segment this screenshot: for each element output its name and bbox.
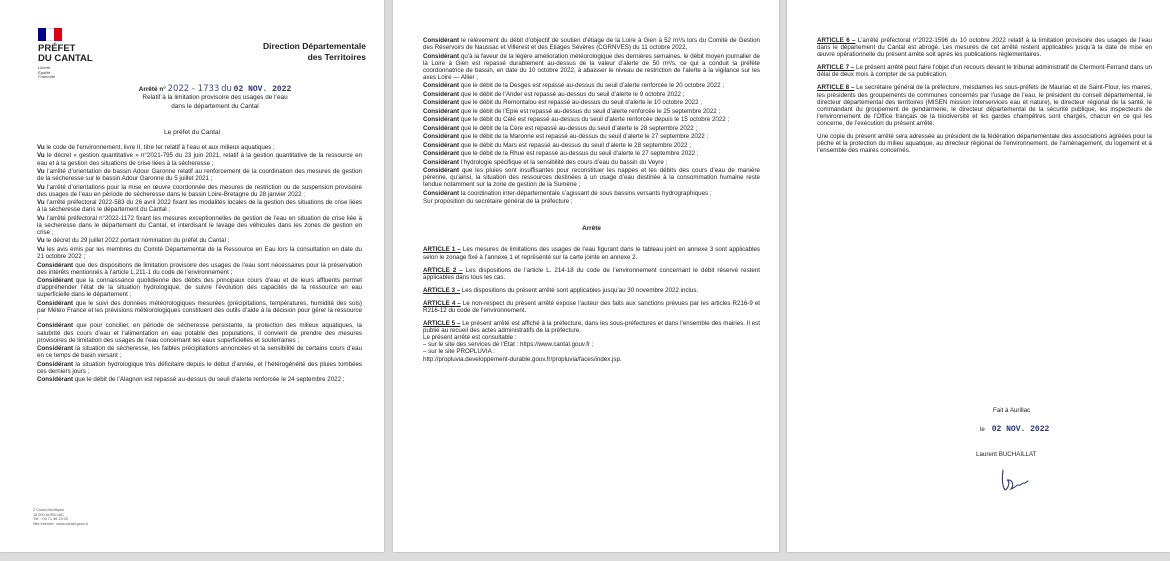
paragraph-text: que les pluies sont insuffisantes pour reconstituer les nappes et les débits des cours d’eau de manière pérenne, qu’ainsi, la situation des ressources destinées à un usage d’eau destinée à la consommation humaine reste tendue notamment sur la zone de gestion de la Sumène ; xyxy=(423,167,760,189)
arrete-heading xyxy=(100,85,330,111)
paragraph xyxy=(37,376,362,383)
motto-line: Fraternité xyxy=(38,74,56,80)
paragraph xyxy=(37,152,362,166)
article-text: Le non-respect du présent arrêté expose l’auteur des faits aux sanctions prévues par les articles R216-9 et R216-12 du code de l’environnement. xyxy=(423,299,760,314)
paragraph xyxy=(423,82,760,89)
article-label: ARTICLE 6 – xyxy=(817,37,856,44)
paragraph xyxy=(37,277,362,298)
paragraph-lead: Vu xyxy=(37,199,45,207)
paragraph-lead: Considérant xyxy=(423,99,460,107)
considerants-and-articles xyxy=(423,37,760,364)
paragraph-lead: Vu xyxy=(37,245,45,253)
paragraph xyxy=(37,246,362,260)
article-label: ARTICLE 4 – xyxy=(423,299,461,307)
date-of-signature xyxy=(980,425,1049,434)
paragraph-text: le décret « gestion quantitative » n°2021-795 du 23 juin 2021, relatif à la gestion quantitative de la ressource en eau et à la gestion des situations de crise liées à la sécheresse ; xyxy=(37,152,362,167)
flag-blue-band xyxy=(38,28,46,41)
paragraph-text: le décret du 29 juillet 2022 portant nomination du préfet du Cantal ; xyxy=(44,237,230,245)
article xyxy=(817,37,1152,58)
paragraph xyxy=(37,345,362,359)
paragraph-lead: Considérant xyxy=(37,322,74,330)
paragraph-lead: Considérant xyxy=(423,141,460,149)
article-label: ARTICLE 1 – xyxy=(423,246,461,254)
paragraph-text: que pour concilier, en période de sécheresse persistante, la protection des milieux aquatiques, la salubrité des cours d’eau et l’alimentation en eau potable des populations, il convient de prendre des mesures provisoires de limitation des usages de l’eau concernant les eaux superficielles et souterraines ; xyxy=(37,322,362,344)
stamped-date: 02 NOV. 2022 xyxy=(233,85,292,94)
paragraph-lead: Considérant xyxy=(423,52,460,60)
paragraph-text: l’arrêté préfectoral n°2022-1172 fixant les mesures exceptionnelles de gestion de l’eau en situation de crise liée à la sécheresse dans le département du Cantal, et interdisant le lavage des véhicules dans les zones de gestion en crise ; xyxy=(37,214,362,236)
document-page-2 xyxy=(393,0,779,552)
arrete-number-line xyxy=(100,85,330,94)
paragraph-lead: Considérant xyxy=(37,345,74,353)
prefet-line: PRÉFET xyxy=(38,43,76,54)
paragraph xyxy=(423,159,760,166)
paragraph-text: qu’à la faveur de la légère amélioration météorologique des dernières semaines, le débit moyen journalier de la Loire à Gien est repassé durablement au-dessus de la valeur d’alerte de 50 m³/s, ce qui a conduit la préfète coordonnatrice de bassin, en date du 10 octobre 2022, à abaisser le niveau de restriction de l’alerte à la vigilance sur les axes Loire — Allier ; xyxy=(423,52,760,81)
republic-motto xyxy=(38,66,55,80)
article-label: ARTICLE 7 – xyxy=(817,64,855,72)
paragraph xyxy=(37,215,362,236)
article xyxy=(817,64,1152,78)
article xyxy=(423,287,760,294)
article xyxy=(423,267,760,281)
consultation-line: Le présent arrêté est consultable : xyxy=(423,334,517,342)
footer-line: 15 000 AURILLAC xyxy=(33,512,65,517)
stamped-date: 02 NOV. 2022 xyxy=(991,425,1050,434)
arrete-label: Arrêté n° xyxy=(138,86,166,93)
paragraph-text: le code de l’environnement, livre II, titre Ier relatif à l’eau et aux milieux aquatiques ; xyxy=(44,144,275,151)
article-text: Les dispositions de l’article L. 214-18 du code de l’environnement concernant le débit réservé restent applicables dans tous les cas. xyxy=(423,266,760,281)
paragraph-lead: Vu xyxy=(37,168,45,176)
article-label: ARTICLE 3 – xyxy=(423,286,461,294)
place-of-signature: Fait à Aurillac xyxy=(993,407,1031,414)
paragraph-text: que le débit du Célé est repassé au-dessus du seuil d’alerte renforcée depuis le 15 octobre 2022 ; xyxy=(459,116,730,124)
paragraph-lead: Considérant xyxy=(423,116,460,124)
paragraph-text: que le débit du Mars est repassé au-dessus du seuil d’alerte le 28 septembre 2022 ; xyxy=(459,141,691,149)
paragraph-text: que le débit du Remontalou est repassé au-dessus du seuil d’alerte le 10 octobre 2022 ; xyxy=(459,99,702,107)
paragraph xyxy=(37,322,362,343)
paragraph xyxy=(423,142,760,149)
prefet-logo-text xyxy=(38,44,93,64)
paragraph-lead: Considérant xyxy=(423,82,460,90)
paragraph xyxy=(423,116,760,123)
paragraph-lead: Considérant xyxy=(423,124,460,132)
article-text: Le secrétaire général de la préfecture, mesdames les sous-préfets de Mauriac et de Saint-Flour, les maires, les présidents des groupements de communes concernés par l’usage de l’eau, le président du conseil départemental, le directeur départemental des territoires (MISEN mission interservices eau et nature), le directeur régional de la santé, le commandant du groupement de gendarmerie, le directeur départemental de la sécurité publique, les inspecteurs de l’environnement de l’Office français de la biodiversité et les gardes champêtres sont chargés, chacun en ce qui les concerne, de l’exécution du présent arrêté. xyxy=(817,84,1152,127)
paragraph-lead: Considérant xyxy=(423,133,460,141)
article-text: Les dispositions du présent arrêté sont applicables jusqu’au 30 novembre 2022 inclus. xyxy=(460,286,699,294)
arrete-heading-word: Arrête xyxy=(582,225,601,233)
direction-line: des Territoires xyxy=(307,52,366,62)
signer-name: Laurent BUCHAILLAT xyxy=(976,451,1037,458)
paragraph-lead: Vu xyxy=(37,144,45,151)
paragraph-text: que le débit de la Desges est repassé au-dessus du seuil d’alerte renforcée le 20 octobre 2022 ; xyxy=(459,82,724,90)
paragraph-text: l’arrêté préfectoral 2022-583 du 26 avril 2022 fixant les modalités locales de la gestion des situations de crise liées à la sécheresse dans le département du Cantal ; xyxy=(37,199,362,214)
paragraph-lead: Considérant xyxy=(37,360,74,368)
flag-red-band xyxy=(54,28,62,41)
paragraph xyxy=(37,184,362,198)
paragraph xyxy=(37,262,362,276)
signatory-title: Le préfet du Cantal xyxy=(163,129,221,136)
direction-line: Direction Départementale xyxy=(263,41,366,51)
paragraph xyxy=(37,144,362,151)
paragraph xyxy=(37,300,362,321)
article xyxy=(423,246,760,260)
subject-line: Relatif à la limitation provisoire des usages de l’eau xyxy=(142,94,288,102)
paragraph xyxy=(423,198,760,205)
article xyxy=(423,320,760,334)
paragraph xyxy=(423,91,760,98)
article-text: Les mesures de limitations des usages de l’eau figurant dans le tableau joint en annexe 3 sont applicables selon le zonage fixé à l’annexe 1 et représenté sur la carte jointe en annexe 2. xyxy=(423,246,760,261)
paragraph xyxy=(37,199,362,213)
propluvia-link: http://propluvia.developpement-durable.gouv.fr/propluvia/faces/index.jsp. xyxy=(423,355,622,363)
paragraph xyxy=(37,168,362,182)
consultation-block xyxy=(423,334,760,362)
paragraph xyxy=(423,99,760,106)
paragraph-text: la coordination inter-départementale s’agissant de sous bassins versants hydrographiques ; xyxy=(459,189,712,197)
paragraph xyxy=(423,37,760,51)
paragraph-text: que le débit de l’Ander est repassé au-dessus du seuil d’alerte le 9 octobre 2022 ; xyxy=(459,90,685,98)
article-text: Le présent arrêté peut faire l’objet d’un recours devant le tribunal administratif de Clermont-Ferrand dans un délai de deux mois à compter de sa publication. xyxy=(817,64,1152,79)
paragraph-text: l’arrêté d’orientation de bassin Adour Garonne relatif au renforcement de la coordination des mesures de gestion de la sécheresse sur le bassin Adour Garonne du 5 juillet 2021 ; xyxy=(37,168,362,183)
motto-line: Égalité xyxy=(38,69,51,75)
handwritten-number: 2022 - 1733 xyxy=(167,84,220,94)
flag-white-band xyxy=(46,28,54,41)
paragraph-text: Sur proposition du secrétaire général de la préfecture ; xyxy=(423,198,573,206)
paragraph-text: que des dispositions de limitation provisoire des usages de l’eau sont nécessaires pour la préservation des intérêts mentionnés à l’article L.211-1 du code de l’environnement ; xyxy=(37,261,362,276)
paragraph-lead: Considérant xyxy=(423,167,460,175)
paragraph-lead: Vu xyxy=(37,214,45,222)
paragraph-text: la situation de sécheresse, les faibles précipitations annoncées et la sensibilité de certains cours d’eau en ce temps de basin versant ; xyxy=(37,345,362,360)
paragraph-text: que le débit de la Maronne est repassé au-dessus du seuil d’alerte le 27 septembre 2022 ; xyxy=(459,133,709,141)
paragraph-text: que la connaissance quotidienne des débits des principaux cours d’eau et de leurs affluents permet d’appréhender l’état de la situation hydrologique, de suivre l’évolution des capacités de la ressource en eau superficielle dans le département ; xyxy=(37,277,362,299)
paragraph xyxy=(37,237,362,244)
consultation-line: – sur le site PROPLUVIA : xyxy=(423,348,495,356)
paragraph xyxy=(423,167,760,188)
paragraph-lead: Considérant xyxy=(37,277,74,285)
paragraph xyxy=(423,125,760,132)
paragraph-text: que le débit de l’Alagnon est repassé au-dessus du seuil d’alerte renforcée le 24 septembre 2022 ; xyxy=(73,376,345,384)
consultation-line: – sur le site des services de l’Etat : https://www.cantal.gouv.fr ; xyxy=(423,341,594,349)
paragraph-text: que le suivi des données météorologiques mesurées (précipitations, températures, humidité des sols) par Météo France et les prévisions météorologiques constituent des outils d’aide à la décision pour gérer la ressource ; xyxy=(37,299,362,321)
motto-line: Liberté xyxy=(38,65,51,70)
paragraph-text: les avis émis par les membres du Comité Départemental de la Ressource en Eau lors la consultation en date du 21 octobre 2022 ; xyxy=(37,245,362,261)
paragraph-text: l’hydrologie spécifique et la sensibilité des cours d’eau du bassin du Veyre ; xyxy=(459,158,668,166)
paragraph xyxy=(423,108,760,115)
paragraph-text: que le débit de la Rhue est repassé au-dessus du seuil d’alerte le 27 septembre 2022 ; xyxy=(459,150,699,158)
paragraph xyxy=(423,133,760,140)
paragraph xyxy=(423,190,760,197)
paragraph xyxy=(423,150,760,157)
article xyxy=(423,300,760,314)
paragraph-lead: Considérant xyxy=(37,261,74,269)
paragraph xyxy=(37,361,362,375)
article-label: ARTICLE 8 – xyxy=(817,84,855,92)
paragraph-lead: Considérant xyxy=(37,299,74,307)
le-label: le xyxy=(980,426,985,433)
article-text: Le présent arrêté est affiché à la préfecture, dans les sous-préfectures et dans l’ensemble des mairies. Il est publié au recueil des actes administratifs de la préfecture. xyxy=(423,320,760,335)
paragraph-lead: Considérant xyxy=(423,189,460,197)
handwritten-du: du xyxy=(221,84,232,94)
paragraph-lead: Considérant xyxy=(423,158,460,166)
article xyxy=(817,84,1152,127)
marianne-flag-logo xyxy=(38,28,62,41)
footer-line: Tél. : 04 71 46 23 00 xyxy=(33,517,68,522)
prefet-line: DU CANTAL xyxy=(38,53,93,64)
paragraph-lead: Considérant xyxy=(37,376,74,384)
paragraph-text: la situation hydrologique très déficitaire depuis le début d’année, et l’hétérogénéité des pluies tombées ces derniers jours ; xyxy=(37,360,362,375)
article-text: Une copie du présent arrêté sera adressée au président de la fédération départementale des associations agréées pour la pêche et la protection du milieu aquatique, au directeur régional de l’environnement, de l’aménagement, du logement et à l’ensemble des maires concernés. xyxy=(817,133,1152,155)
document-page-3 xyxy=(787,0,1170,552)
paragraph-lead: Considérant xyxy=(423,90,460,98)
paragraph-lead: Vu xyxy=(37,152,45,160)
paragraph-lead: Vu xyxy=(37,237,45,245)
page-footer-address xyxy=(33,508,88,526)
subject-line: dans le département du Cantal xyxy=(171,102,259,110)
paragraph-lead: Vu xyxy=(37,183,45,191)
article-text: L’arrêté préfectoral n°2022-1596 du 10 octobre 2022 relatif à la limitation provisoire des usages de l’eau dans le département du Cantal est abrogé. Les mesures de cet arrêté restent applicables jusqu’à la date de mise en œuvre opérationnelle du présent arrêté soit après les publications réglementaires. xyxy=(817,37,1152,59)
copy-notice xyxy=(817,133,1152,154)
paragraph-text: que le débit de la Cère est repassé au-dessus du seuil d’alerte le 28 septembre 2022 ; xyxy=(459,124,698,132)
footer-line: Site internet : www.cantal.gouv.fr xyxy=(33,521,89,526)
paragraph-text: le relèvement du débit d’objectif de soutien d’étiage de la Loire à Gien à 52 m³/s lors du Comité de Gestion des Réservoirs de Naussac et Villerest et des Etiages Sévères (CGRNVES) du 11 octobre 2022, xyxy=(423,37,760,52)
document-page-1 xyxy=(0,0,384,552)
article-label: ARTICLE 5 – xyxy=(423,320,461,328)
paragraph-text: que le débit de l’Epie est repassé au-dessus du seuil d’alerte renforcée le 25 septembre 2022 ; xyxy=(459,107,721,115)
final-articles xyxy=(817,37,1152,160)
paragraph xyxy=(423,53,760,81)
direction-header xyxy=(236,41,366,63)
paragraph-lead: Considérant xyxy=(423,107,460,115)
visas-considerants xyxy=(37,144,362,385)
article-label: ARTICLE 2 – xyxy=(423,266,463,274)
handwritten-signature xyxy=(997,466,1031,494)
footer-line: 2 Cours Monthyon xyxy=(33,508,65,512)
paragraph-text: l’arrêté d’orientations pour la mise en œuvre coordonnée des mesures de restriction ou de suspension provisoire des usages de l’eau en période de sécheresse dans le bassin Loire-Bretagne du 28 janvier 2022 ; xyxy=(37,183,362,198)
paragraph-lead: Considérant xyxy=(423,37,460,44)
paragraph-lead: Considérant xyxy=(423,150,460,158)
